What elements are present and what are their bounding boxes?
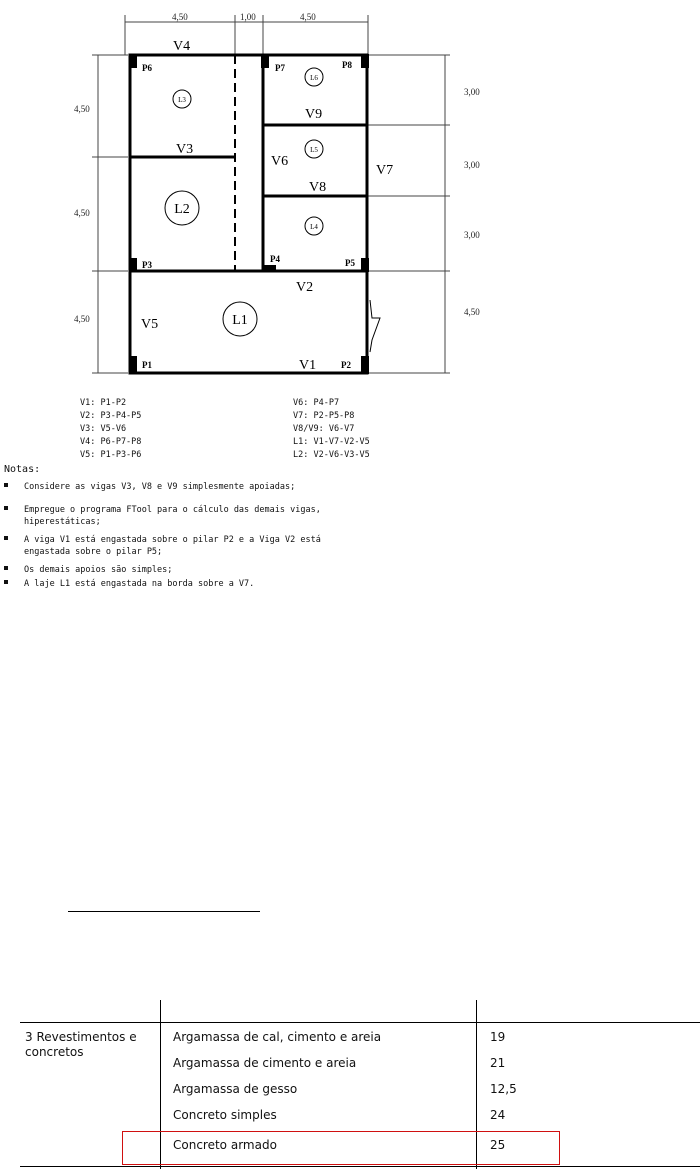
slab-label-l6: L6 [310, 74, 318, 82]
table-category-line-1: 3 Revestimentos e [25, 1030, 137, 1044]
dim-top-1: 4,50 [172, 12, 188, 22]
slab-label-l5: L5 [310, 146, 318, 154]
pillar-label-p1: P1 [142, 360, 152, 370]
pillar-label-p3: P3 [142, 260, 152, 270]
note-item-2-cont: hiperestáticas; [24, 517, 101, 527]
slab-label-l3: L3 [178, 96, 186, 104]
table-material-5: Concreto armado [173, 1138, 277, 1152]
table-material-2: Argamassa de cimento e areia [173, 1056, 357, 1070]
pillar-label-p5: P5 [345, 258, 355, 268]
beam-label-v9: V9 [305, 107, 323, 122]
beam-list-right-2: V7: P2-P5-P8 [293, 411, 355, 421]
beam-label-v7: V7 [376, 163, 394, 178]
table-value-4: 24 [490, 1108, 506, 1122]
note-item-5: A laje L1 está engastada na borda sobre a V7. [24, 579, 255, 589]
beam-label-v6: V6 [271, 154, 289, 169]
dim-left-3: 4,50 [74, 314, 90, 324]
beam-list-left-4: V4: P6-P7-P8 [80, 437, 142, 447]
note-item-1: Considere as vigas V3, V8 e V9 simplesmente apoiadas; [24, 482, 296, 492]
beam-list-right-5: L2: V2-V6-V3-V5 [293, 450, 370, 460]
dim-right-1: 3,00 [464, 87, 480, 97]
table-value-1: 19 [490, 1030, 506, 1044]
signature-line [68, 911, 260, 912]
table-material-4: Concreto simples [173, 1108, 277, 1122]
dim-left-2: 4,50 [74, 208, 90, 218]
slab-label-l4: L4 [310, 223, 318, 231]
table-value-2: 21 [490, 1056, 506, 1070]
beam-list-right-3: V8/V9: V6-V7 [293, 424, 355, 434]
dim-top-3: 4,50 [300, 12, 316, 22]
pillar-label-p7: P7 [275, 63, 285, 73]
beam-list-left-3: V3: V5-V6 [80, 424, 127, 434]
table-bottom-rule [20, 1166, 700, 1167]
beam-label-v1: V1 [299, 358, 317, 373]
beam-label-v8: V8 [309, 180, 327, 195]
note-item-2: Empregue o programa FTool para o cálculo das demais vigas, [24, 505, 321, 515]
beam-label-v4: V4 [173, 39, 191, 54]
beam-list-right-1: V6: P4-P7 [293, 398, 340, 408]
note-item-4: Os demais apoios são simples; [24, 565, 173, 575]
beam-list-left-2: V2: P3-P4-P5 [80, 411, 142, 421]
note-item-3: A viga V1 está engastada sobre o pilar P2 e a Viga V2 está [24, 535, 321, 545]
table-top-rule [20, 1022, 700, 1023]
slab-label-l2: L2 [174, 202, 190, 217]
pillar-label-p8: P8 [342, 60, 352, 70]
highlight-box [122, 1131, 560, 1165]
dim-top-2: 1,00 [240, 12, 256, 22]
beam-list-left-1: V1: P1-P2 [80, 398, 127, 408]
beam-list-left-5: V5: P1-P3-P6 [80, 450, 142, 460]
pillar-label-p4: P4 [270, 254, 280, 264]
beam-label-v3: V3 [176, 142, 194, 157]
notes-title: Notas: [4, 464, 41, 475]
beam-label-v5: V5 [141, 317, 159, 332]
structural-floor-plan [0, 0, 515, 610]
dim-right-2: 3,00 [464, 160, 480, 170]
note-item-3-cont: engastada sobre o pilar P5; [24, 547, 163, 557]
table-material-1: Argamassa de cal, cimento e areia [173, 1030, 382, 1044]
slab-label-l1: L1 [232, 313, 248, 328]
dim-left-1: 4,50 [74, 104, 90, 114]
dim-right-4: 4,50 [464, 307, 480, 317]
pillar-label-p2: P2 [341, 360, 351, 370]
table-value-3: 12,5 [490, 1082, 517, 1096]
table-value-5: 25 [490, 1138, 506, 1152]
beam-label-v2: V2 [296, 280, 314, 295]
table-category-line-2: concretos [25, 1045, 84, 1059]
beam-list-right-4: L1: V1-V7-V2-V5 [293, 437, 370, 447]
dim-right-3: 3,00 [464, 230, 480, 240]
table-material-3: Argamassa de gesso [173, 1082, 298, 1096]
pillar-label-p6: P6 [142, 63, 152, 73]
